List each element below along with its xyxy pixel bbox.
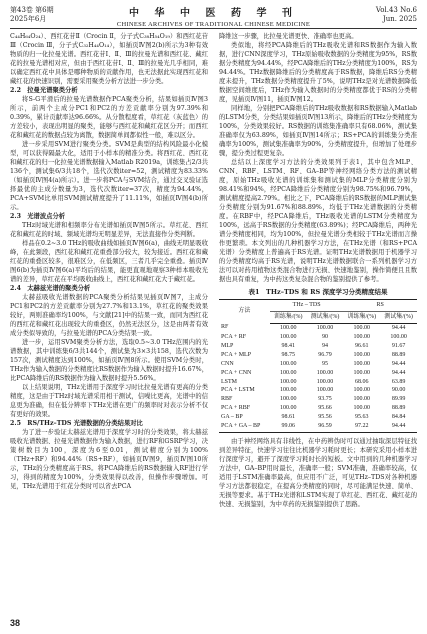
thz-test-cell: 93.75 bbox=[318, 396, 332, 403]
rs-test-cell: 63.89 bbox=[391, 378, 406, 385]
paragraph: 将S-G平滑后的拉曼光谱数据作PCA聚类分析，结果如插页Ⅳ图3所示，前两个主成分PC1和PC2的方差贡献率分别为97.39%和0.39%，累计贡献率达96.66%。从分散程度看，草红花（灰蓝色）的方差较小，表现出明显的聚类，能够与西红花和藏红花区分开；而西红花和藏红花的数据点较为离散，数据简单间都似性一般，难以区分。 bbox=[10, 96, 208, 139]
section-heading: 2.4 太赫兹光谱的聚类分析 bbox=[10, 285, 91, 292]
table-row bbox=[219, 342, 417, 351]
thz-train-cell: 100.00 bbox=[279, 378, 297, 385]
table-row bbox=[219, 351, 417, 360]
method-cell: GA – BP bbox=[221, 414, 243, 421]
table-row bbox=[219, 414, 417, 423]
thz-test-cell: 95 bbox=[322, 360, 329, 367]
paragraph: C₄₄H₆₄O₂₄）、西红花苷Ⅱ（Crocin Ⅱ，分子式C₃₈H₅₄O₁₉）和西红花苷Ⅲ（Crocin Ⅲ，分子式C₃₂H₄₄O₁₄），如插页Ⅳ图2(b)所示为3种有效物质的归一化拉曼光谱。西红花苷Ⅰ、Ⅱ、Ⅲ的拉曼光谱和西红花、藏红花的拉曼光谱相对应，但由于西红花苷Ⅰ、Ⅱ、Ⅲ的拉曼光几乎相同，难以确定西红花中具体是哪种物质的贡献作用，也无法据此实现西红花和藏红花的快速识别，需要采用聚类分析方法进一步分类。 bbox=[10, 33, 208, 85]
thz-test-cell: 96.79 bbox=[318, 351, 332, 358]
left-column bbox=[10, 32, 208, 491]
table-subheader: 测试集/(%) bbox=[307, 312, 344, 324]
paragraph: 以上结果说明，THz光谱用于深度学习时比拉曼光谱有更高的分类精度，这是由于THz时域光谱采用相干测试，信噪比更高，光谱中的信息更为准确，但在低分辨率下THz光谱在更广的频率时对表示分析不仅有更好的效果。 bbox=[10, 384, 208, 418]
thz-test-cell: 90 bbox=[322, 333, 329, 340]
rs-train-cell: 97.22 bbox=[343, 423, 380, 432]
section-heading: 2.5 RS/THz–TDS 光谱数据的分类结果对比 bbox=[10, 420, 143, 427]
thz-train-cell: 100.00 bbox=[279, 333, 297, 340]
rs-test-cell: 91.67 bbox=[391, 342, 406, 349]
rs-train-cell: 100.00 bbox=[353, 351, 371, 358]
thz-train-cell: 100.00 bbox=[279, 405, 297, 412]
table-row bbox=[219, 423, 417, 432]
method-cell: MLP bbox=[221, 342, 234, 349]
thz-test-cell: 100.00 bbox=[316, 378, 334, 385]
table-row bbox=[219, 360, 417, 369]
method-cell: PCA + RF bbox=[221, 333, 247, 340]
table-row bbox=[219, 369, 417, 378]
paragraph: 为了进一步验证太赫兹光谱用于深度学习时的分类效果，将太赫兹吸收光谱数据、拉曼光谱数据作为输入数据，进行RF和GSRP学习，决策树数目为100，深度为6至0.01，测试精度分别为100%（THz+RF）和94.44%（RS+RF），如插页Ⅳ图9，插页Ⅳ图10所示，THz的分类精度高于RS。将PCA降维后的RS数据输入RF进行学习，得到的精度为100%，分类效果得以改善，但操作步骤增加。可见，THz光谱用于红花分类时可以省去PCA bbox=[10, 429, 208, 490]
thz-train-cell: 100.00 bbox=[279, 324, 297, 331]
rs-test-cell: 94.44 bbox=[380, 423, 417, 432]
thz-test-cell: 95.66 bbox=[318, 405, 332, 412]
rs-train-cell: 68.06 bbox=[355, 378, 369, 385]
paragraph: 总结以上深度学习方法的分类效果列于表1，其中包含MLP、CNN、RBF、LSTM、RF、GA–BP等神经网络分类方法的测试精度，原始THz吸收光谱的训练集和测试集的MLP分类精度分别为98.41%和94%，经PCA降维后分类精度分别为98.75%和96.79%，测试精度提高2.79%。相比之下，PCA降维后的RS数据的MLP测试集分类精度分别为91.67%和88.89%，均低于THz光谱数据的分类精度。在RBF中，经PCA降维后，THz吸收光谱的LSTM分类精度为100%，远高于RS数据的分类精度(63.89%)；经PCA降维后，两种光谱分类精度相同，均为100%，但拉曼光谱分类相较于THz光谱而言操作更繁琐。本文列出的几种机器学习方法，在THz光谱（和RS+PCA光谱）分类精度上普遍高于RS光谱。证明THz光谱数据用于机器学习的分类精度均高于RS光谱，说明THz光谱数据联合一系列机器学习方法可以对药用植物这类混合物进行无损、快速地鉴别，操作简便且且数据也具有重复，为中药这类复杂混合物的鉴别提供了参考。 bbox=[219, 159, 417, 283]
rs-train-cell: 100.00 bbox=[353, 387, 371, 394]
rs-train-cell: 100.00 bbox=[353, 396, 371, 403]
section-heading: 2.3 光谱波点分析 bbox=[10, 213, 66, 220]
rs-test-cell: 88.89 bbox=[391, 351, 406, 358]
table-title: 表1 THz–TDS 和 RS 深度学习分类精度结果 bbox=[248, 288, 388, 296]
header-rule bbox=[10, 28, 417, 29]
rs-train-cell: 100.00 bbox=[353, 333, 371, 340]
table-header-thz: THz – TDS bbox=[270, 300, 344, 312]
header-center bbox=[0, 4, 427, 28]
thz-train-cell: 100.00 bbox=[279, 360, 297, 367]
table-subheader: 测试集/(%) bbox=[380, 312, 417, 324]
thz-train-cell: 100.00 bbox=[279, 387, 297, 394]
paragraph: THz时域光谱和相频率分布光谱如插页Ⅳ图5所示。草红花、西红花和藏红花的时域、频域光谱均无明显差异，无法直接作分类判断。 bbox=[10, 222, 208, 238]
section-heading: 2.2 拉曼光谱聚类分析 bbox=[10, 87, 78, 94]
paragraph: 太赫兹吸收光谱数据的PCA聚类分析结果见插页Ⅳ图7，主成分PC1和PC2的方差贡献率分别为27.7%和13.1%，草红花的聚类效果较好，两则准确率均100%，与文献[21]中的结果一致，而同为西红花的西红花和藏红花出现较大的重叠区，仍然无法区分，这是由两者有效成分类似导致的，与拉曼光谱的PCA分类结果一致。 bbox=[10, 294, 208, 337]
rs-train-cell: 100.00 bbox=[353, 369, 371, 376]
rs-test-cell: 94.44 bbox=[391, 369, 406, 376]
thz-test-cell: 100.00 bbox=[316, 387, 334, 394]
thz-train-cell: 100.00 bbox=[279, 396, 297, 403]
date-label-en: Jun. 2025 bbox=[382, 15, 417, 23]
method-cell: PCA + MLP bbox=[221, 351, 252, 358]
method-cell: CNN bbox=[221, 360, 234, 367]
thz-test-cell: 100.00 bbox=[316, 369, 334, 376]
table-header-rs: RS bbox=[343, 300, 417, 312]
method-cell: PCA + CNN bbox=[221, 369, 252, 376]
table-row bbox=[219, 396, 417, 405]
paragraph: 进一步采用SVM进行聚类分类。SVM是典型的结构风险最小化模型，可以获得隔最大化，适用于小样本的精准分类。将西红花、西红花和藏红花的归一化拉曼光谱数据输入Matlab R2019a，训练集占2/3共136个，测试集6/3共18个，选代次数iter=52，测试精度为83.33%（如插页Ⅳ图4(a)所示）。进一步将PCA与SVM结合，通过交叉验证选择最优的主成分数量为3，选代次数iter=37次，精度为94.44%，PCA+SVM比单用SVM测试精度提升了11.11%，如插页Ⅳ图4(b)所示。 bbox=[10, 141, 208, 211]
volume-label: 第43卷 第6期 bbox=[10, 6, 54, 14]
table-subheader: 训练集/(%) bbox=[270, 312, 307, 324]
table-row bbox=[219, 378, 417, 387]
rs-train-cell: 95.63 bbox=[355, 414, 369, 421]
method-cell: PCA + GA – BP bbox=[219, 423, 270, 432]
thz-test-cell: 96.59 bbox=[307, 423, 344, 432]
thz-train-cell: 98.61 bbox=[281, 414, 295, 421]
volume-label-en: Vol.43 No.6 bbox=[375, 6, 417, 14]
rs-test-cell: 94.44 bbox=[391, 324, 406, 331]
paragraph: 降维这一步骤，比拉曼光谱更快、准确率也更高。 bbox=[219, 33, 358, 40]
thz-train-cell: 98.41 bbox=[281, 342, 295, 349]
thz-train-cell: 99.06 bbox=[270, 423, 307, 432]
thz-test-cell: 95.56 bbox=[318, 414, 332, 421]
page-number: 38 bbox=[10, 618, 21, 628]
table-row bbox=[219, 333, 417, 342]
header-right bbox=[376, 6, 417, 24]
method-cell: RBF bbox=[221, 396, 233, 403]
rs-train-cell: 100.00 bbox=[353, 405, 371, 412]
paragraph: 由于神经网络具有非线性，在中药辨伪时可以通过抽取深层特征找到差异特征，快速学习往往比机器学习耗时更长；本研究采用小样本进行深度学习，避开了深度学习耗时长的短板。文中用到的几种机器学习方法中，GA–BP用时最长，准确率一般；SVM准确，准确率较高，仅适用于LSTM准确率最高，但应用不广泛，可见THz–TDS对各种机器学习方法都很稳定，在提高分类精度的同时，尽可能满足快速、简单、无损等要求。基于THz光谱和LSTM实现了草红花、西红花、藏红花的快速、无损鉴别，为中草药的无损鉴别提供了思路。 bbox=[219, 437, 417, 508]
right-column bbox=[219, 32, 417, 509]
thz-test-cell: 100.00 bbox=[316, 324, 334, 331]
table-row bbox=[219, 405, 417, 414]
rs-train-cell: 100.00 bbox=[353, 360, 371, 367]
table-row bbox=[219, 324, 417, 333]
method-cell: RF bbox=[221, 324, 229, 331]
journal-title-cn: 中 华 中 医 药 学 刊 bbox=[129, 8, 298, 19]
rs-test-cell: 89.99 bbox=[391, 396, 406, 403]
results-table bbox=[219, 299, 417, 433]
journal-title-en: CHINESE ARCHIVES OF TRADITIONAL CHINESE MEDICINE bbox=[116, 21, 311, 28]
rs-train-cell: 96.61 bbox=[355, 342, 369, 349]
method-cell: LSTM bbox=[221, 378, 238, 385]
table-row bbox=[219, 387, 417, 396]
paragraph: 类似地，将经PCA降维后的THz吸收光谱和RS数据作为输入数据，进行CNN深度学习，THz原始吸收数据的分类精度为95%，RS数据分类精度为94.44%，经PCA降维后的THz分类精度为100%，RS为94.44%。THz数据降维后的分类精度高于RS数据，降维后RS分类精度未提升，THz数据分类精度提升了5%，说明THz是对光谱数据降低数据空间维度后，THz作为输入数据时的分类精度都优于RS的分类精度，见插页Ⅳ图11，插页Ⅳ图12。 bbox=[219, 42, 417, 103]
rs-test-cell: 94.44 bbox=[391, 360, 406, 367]
paragraph: 样品在0.2~3.0 THz的吸收曲线如插页Ⅳ图6(a)，曲线无明显吸收峰，在此频段，西红花和藏红花重叠部分较大，较为接近。西红花和藏红花的重叠区较多，很难区分，在低频区，三者几乎完全重叠。插页Ⅳ图6(b)为插页Ⅳ图6(a)平均后的结果，能更直观地观察3种样本吸收光谱的差异，草红花在平均吸收曲线上，西红花和藏红花大于藏红花。 bbox=[10, 240, 208, 283]
table-subheader: 训练集/(%) bbox=[343, 312, 380, 324]
thz-test-cell: 94 bbox=[322, 342, 329, 349]
date-label: 2025年6月 bbox=[10, 15, 47, 23]
paragraph: 同样地，分别把PCA降维后的THz吸收数据和RS数据输入Matlab的LSTM分类，分类结果如插页Ⅳ图13所示，降维后的THz分类精度为100%，分类效果较好。RS数据的训练集准确率只有68.06%，测试集准确率仅为63.89%，如插页Ⅳ图14所示；RS+PCA的训练集分类准确率为100%，测试集准确率为90%，分类精度提升，但增加了处理步骤，提分类过程更复杂。 bbox=[219, 105, 417, 157]
rs-train-cell: 100.00 bbox=[353, 324, 371, 331]
rs-test-cell: 90.00 bbox=[391, 387, 406, 394]
thz-train-cell: 98.75 bbox=[281, 351, 295, 358]
paragraph: 进一步，运用SVM聚类分析方法，选取0.5~3.0 THz范围内的光谱数据，其中训练集6/3共144个，测试集为3×3共158，选代次数为157次，测试精度达到100%，如插页Ⅳ图8所示。使用SVM分类时，THz作为输入数据的分类精度比RS数据作为输入数据时提升16.67%，比PCA降维后的RS数据作为输入数据时提升5.56%。 bbox=[10, 339, 208, 382]
page-header bbox=[0, 0, 427, 30]
rs-test-cell: 100.00 bbox=[390, 333, 407, 340]
table-header-method: 方法 bbox=[219, 300, 270, 324]
method-cell: PCA + RBF bbox=[221, 405, 251, 412]
method-cell: PCA + LSTM bbox=[221, 387, 255, 394]
rs-test-cell: 84.84 bbox=[391, 414, 406, 421]
thz-train-cell: 100.00 bbox=[279, 369, 297, 376]
rs-test-cell: 88.89 bbox=[391, 405, 406, 412]
